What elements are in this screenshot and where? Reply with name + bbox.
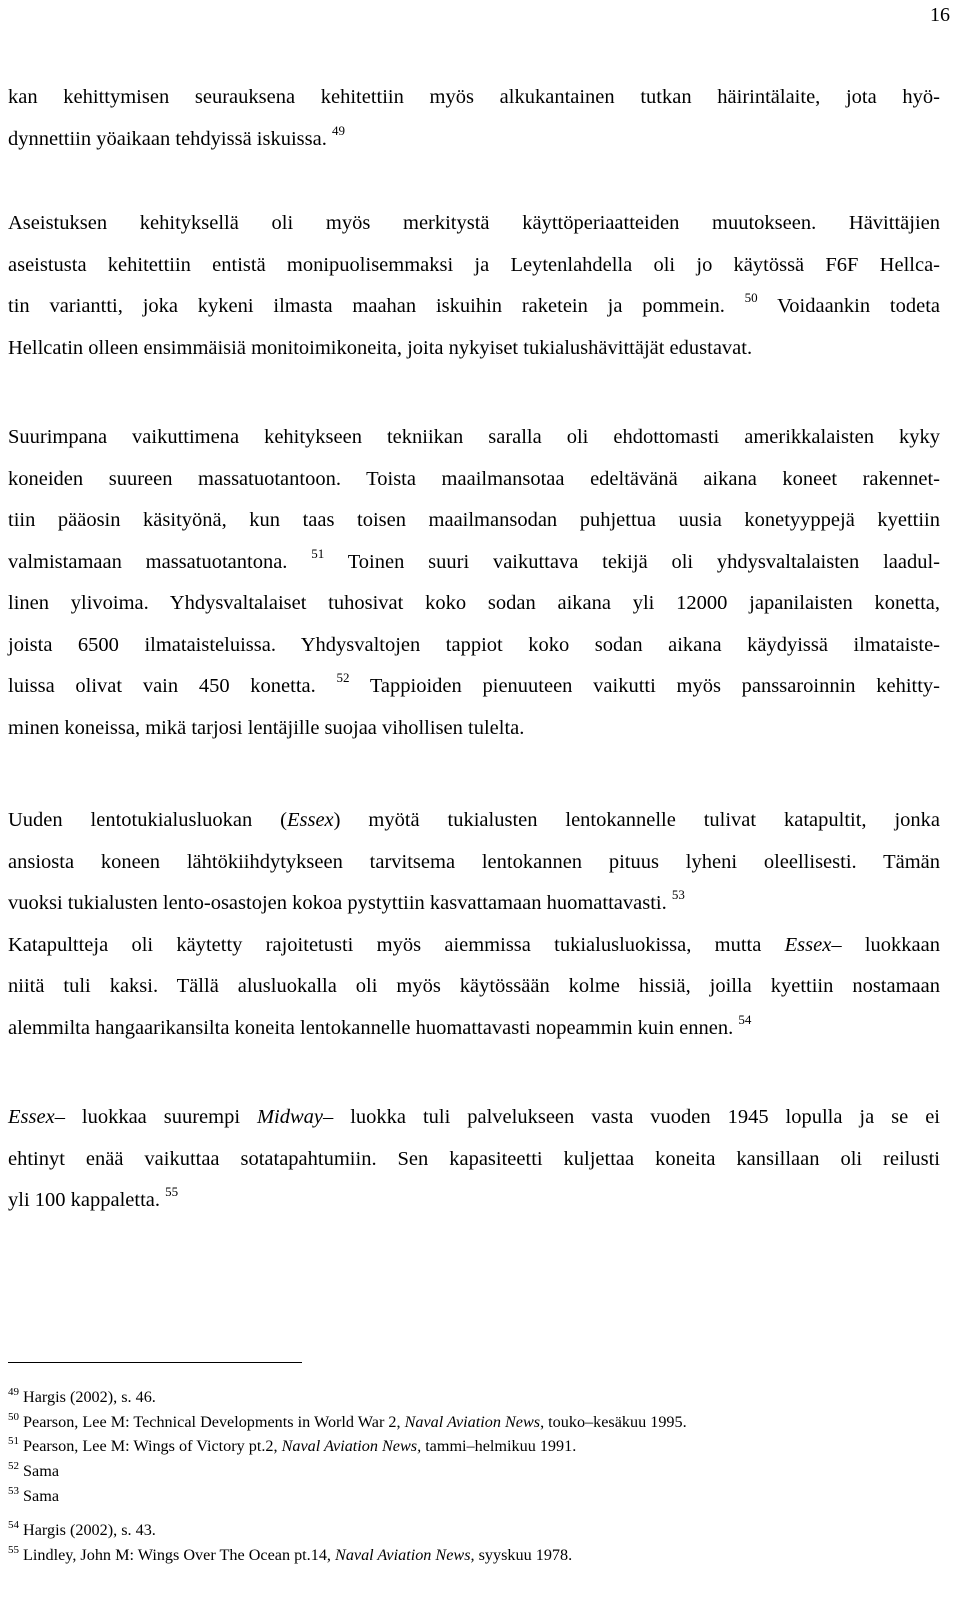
- text-line: koneiden suureen massatuotantoon. Toista maailmansotaa edeltävänä aikana koneet rakennet-: [8, 467, 940, 490]
- text-line: niitä tuli kaksi. Tällä alusluokalla oli myös käytössään kolme hissiä, joilla kyettiin nostamaan: [8, 975, 940, 997]
- text-line: tiin pääosin käsityönä, kun taas toisen maailmansodan puhjettua uusia konetyyppejä kyettiin: [8, 509, 940, 531]
- text-line: luissa olivat vain 450 konetta. $^{52}$ Tappioiden pienuuteen vaikutti myös panssaroinnin kehitty-: [8, 670, 940, 697]
- footnote-ref-50[interactable]: 50: [744, 290, 758, 305]
- footnote-ref-54[interactable]: 54: [738, 1011, 752, 1027]
- footnotes: [8, 1385, 948, 1568]
- footnote-50: $^{50}$ Pearson, Lee M: Technical Developments in World War 2, Naval Aviation News, touko–kesäkuu 1995.: [8, 1410, 687, 1431]
- text-line: kan kehittymisen seurauksena kehitettiin myös alkukantainen tutkan häirintälaite, jota hyö-: [8, 86, 940, 108]
- footnote-51: $^{51}$ Pearson, Lee M: Wings of Victory pt.2, Naval Aviation News, tammi–helmikuu 1991.: [8, 1435, 577, 1456]
- text-line: Hellcatin olleen ensimmäisiä monitoimikoneita, joita nykyiset tukialushävittäjät edustavat.: [8, 336, 753, 359]
- page-number: 16: [930, 4, 950, 26]
- footnote-53: $^{53}$ Sama: [8, 1484, 60, 1505]
- paragraph-5: [8, 1097, 940, 1222]
- text-line: valmistamaan massatuotantona. $^{51}$ Toinen suuri vaikuttava tekijä oli yhdysvaltalaisten laadul-: [8, 545, 940, 573]
- footnote-54: $^{54}$ Hargis (2002), s. 43.: [8, 1519, 156, 1540]
- footnote-49: $^{49}$ Hargis (2002), s. 46.: [8, 1386, 156, 1406]
- footnote-ref-55[interactable]: 55: [165, 1184, 179, 1199]
- text-line: aseistusta kehitettiin entistä monipuolisemmaksi ja Leytenlahdella oli jo käytössä F6F Hellca-: [8, 253, 940, 276]
- text-line: Uuden lentotukialusluokan (Essex) myötä tukialusten lentokannelle tulivat katapultit, jonka: [8, 809, 940, 831]
- paragraph-1: [8, 77, 940, 160]
- text-line: alemmilta hangaarikansilta koneita lentokannelle huomattavasti nopeammin kuin ennen. $^{54}$: [8, 1011, 752, 1039]
- footnote-ref-51[interactable]: 51: [311, 545, 325, 561]
- text-line: Suurimpana vaikuttimena kehitykseen tekniikan saralla oli ehdottomasti amerikkalaisten kyky: [8, 426, 940, 448]
- footnote-ref-49[interactable]: 49: [331, 122, 345, 138]
- paragraph-3: [8, 417, 940, 749]
- text-line: joista 6500 ilmataisteluissa. Yhdysvaltojen tappiot koko sodan aikana käydyissä ilmataiste-: [8, 633, 940, 656]
- text-line: linen ylivoima. Yhdysvaltalaiset tuhosivat koko sodan aikana yli 12000 japanilaisten konetta,: [8, 592, 940, 614]
- text-line: dynnettiin yöaikaan tehdyissä iskuissa. $^{49}$: [8, 122, 345, 150]
- paragraph-2: [8, 203, 940, 369]
- text-line: tin variantti, joka kykeni ilmasta maahan iskuihin raketein ja pommein. $^{50}$ Voidaankin todeta: [8, 290, 941, 317]
- footnote-52: $^{52}$ Sama: [8, 1460, 60, 1481]
- text-line: vuoksi tukialusten lento-osastojen kokoa pystyttiin kasvattamaan huomattavasti. $^{53}$: [8, 887, 685, 914]
- footnote-ref-52[interactable]: 52: [336, 670, 350, 685]
- text-line: yli 100 kappaletta. $^{55}$: [8, 1184, 179, 1211]
- text-line: ehtinyt enää vaikuttaa sotatapahtumiin. Sen kapasiteetti kuljettaa koneita kansillaan oli reilusti: [8, 1147, 940, 1170]
- text-line: minen koneissa, mikä tarjosi lentäjille suojaa vihollisen tulelta.: [8, 716, 525, 739]
- footnote-separator: [8, 1362, 302, 1363]
- paragraph-4: [8, 800, 940, 1049]
- text-line: ansiosta koneen lähtökiihdytykseen tarvitsema lentokannen pituus lyheni oleellisesti. Tämän: [8, 850, 940, 873]
- footnote-ref-53[interactable]: 53: [671, 887, 685, 902]
- footnote-55: $^{55}$ Lindley, John M: Wings Over The Ocean pt.14, Naval Aviation News, syyskuu 1978.: [8, 1544, 573, 1565]
- text-line: Essex– luokkaa suurempi Midway– luokka tuli palvelukseen vasta vuoden 1945 lopulla ja se ei: [8, 1106, 940, 1128]
- text-line: Aseistuksen kehityksellä oli myös merkitystä käyttöperiaatteiden muutokseen. Hävittäjien: [8, 212, 940, 234]
- text-line: Katapultteja oli käytetty rajoitetusti myös aiemmissa tukialusluokissa, mutta Essex– luokkaan: [8, 933, 940, 956]
